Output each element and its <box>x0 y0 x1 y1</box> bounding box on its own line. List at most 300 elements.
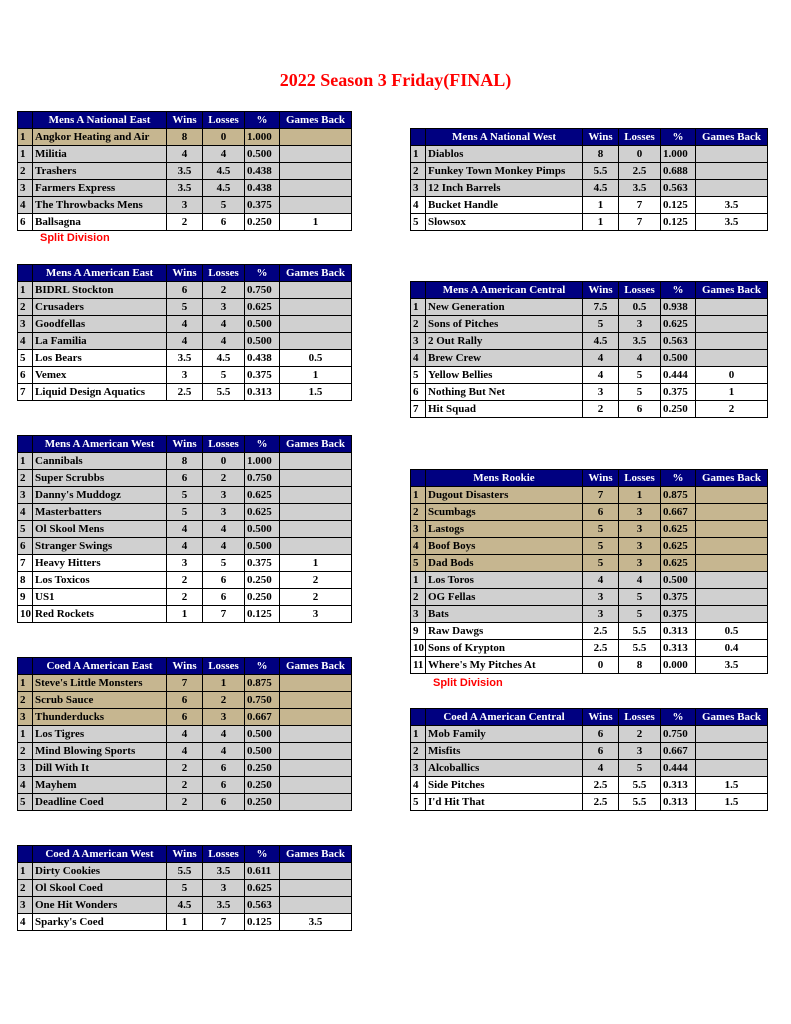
pct-cell: 0.444 <box>661 367 696 384</box>
rank-cell: 3 <box>18 709 33 726</box>
pct-cell: 0.444 <box>661 760 696 777</box>
rank-cell: 1 <box>411 299 426 316</box>
pct-header: % <box>661 282 696 299</box>
games-back-cell <box>696 589 768 606</box>
games-back-cell: 1.5 <box>696 794 768 811</box>
pct-cell: 0.125 <box>661 197 696 214</box>
losses-cell: 4.5 <box>203 350 245 367</box>
table-row <box>18 316 352 333</box>
games-back-cell <box>280 146 352 163</box>
team-name-cell: 2 Out Rally <box>426 333 583 350</box>
pct-cell: 0.750 <box>245 282 280 299</box>
rank-cell: 9 <box>18 589 33 606</box>
losses-cell: 6 <box>203 589 245 606</box>
table-row <box>18 555 352 572</box>
pct-header: % <box>245 265 280 282</box>
wins-cell: 3 <box>583 589 619 606</box>
losses-cell: 4 <box>619 572 661 589</box>
pct-cell: 0.250 <box>245 572 280 589</box>
games-back-cell <box>280 726 352 743</box>
table-row <box>18 914 352 931</box>
games-back-cell: 3.5 <box>696 214 768 231</box>
losses-header: Losses <box>619 282 661 299</box>
losses-cell: 1 <box>619 487 661 504</box>
wins-cell: 4 <box>583 760 619 777</box>
team-name-cell: Heavy Hitters <box>33 555 167 572</box>
rank-cell: 6 <box>18 214 33 231</box>
pct-cell: 0.313 <box>245 384 280 401</box>
team-name-cell: Deadline Coed <box>33 794 167 811</box>
pct-cell: 0.375 <box>661 606 696 623</box>
table-row <box>411 197 768 214</box>
rank-cell: 1 <box>411 487 426 504</box>
team-name-cell: Where's My Pitches At <box>426 657 583 674</box>
table-row <box>18 163 352 180</box>
wins-cell: 7.5 <box>583 299 619 316</box>
games-back-cell <box>280 794 352 811</box>
rank-cell: 3 <box>411 180 426 197</box>
table-row <box>18 589 352 606</box>
table-row <box>411 146 768 163</box>
team-name-cell: The Throwbacks Mens <box>33 197 167 214</box>
wins-cell: 6 <box>583 726 619 743</box>
games-back-cell <box>696 163 768 180</box>
mens-a-national-east-table <box>17 111 352 231</box>
coed-a-american-east-table <box>17 657 352 811</box>
rank-cell: 2 <box>18 880 33 897</box>
mens-rookie-table <box>410 469 768 674</box>
team-name-cell: Sons of Pitches <box>426 316 583 333</box>
pct-cell: 0.563 <box>661 180 696 197</box>
pct-cell: 0.500 <box>245 743 280 760</box>
wins-cell: 5.5 <box>167 863 203 880</box>
table-row <box>411 299 768 316</box>
games-back-cell: 1 <box>280 367 352 384</box>
losses-cell: 5 <box>619 589 661 606</box>
table-row <box>411 589 768 606</box>
team-name-cell: Angkor Heating and Air <box>33 129 167 146</box>
losses-cell: 5.5 <box>203 384 245 401</box>
losses-cell: 3 <box>619 504 661 521</box>
losses-cell: 2 <box>203 470 245 487</box>
games-back-cell: 0.5 <box>280 350 352 367</box>
pct-cell: 0.611 <box>245 863 280 880</box>
wins-cell: 2 <box>167 589 203 606</box>
wins-header: Wins <box>167 112 203 129</box>
table-row <box>411 640 768 657</box>
pct-cell: 0.625 <box>245 487 280 504</box>
split-division-note: Split Division <box>433 677 503 689</box>
games-back-cell <box>280 316 352 333</box>
rank-cell: 3 <box>18 897 33 914</box>
wins-cell: 4 <box>167 521 203 538</box>
wins-cell: 4.5 <box>583 333 619 350</box>
wins-header: Wins <box>167 436 203 453</box>
games-back-cell: 1 <box>696 384 768 401</box>
rank-cell: 1 <box>18 726 33 743</box>
header-blank <box>18 265 33 282</box>
games-back-cell <box>696 743 768 760</box>
wins-cell: 2 <box>167 794 203 811</box>
games-back-header: Games Back <box>696 282 768 299</box>
team-name-cell: Ol Skool Coed <box>33 880 167 897</box>
table-row <box>411 384 768 401</box>
table-row <box>18 487 352 504</box>
rank-cell: 2 <box>18 299 33 316</box>
pct-cell: 0.500 <box>245 538 280 555</box>
division-name: Mens A National East <box>33 112 167 129</box>
losses-cell: 5 <box>619 384 661 401</box>
pct-cell: 0.625 <box>245 504 280 521</box>
games-back-cell <box>696 538 768 555</box>
team-name-cell: Alcoballics <box>426 760 583 777</box>
rank-cell: 3 <box>18 760 33 777</box>
pct-cell: 0.500 <box>245 146 280 163</box>
wins-cell: 2 <box>167 214 203 231</box>
losses-cell: 3 <box>619 555 661 572</box>
wins-cell: 5 <box>167 299 203 316</box>
pct-cell: 0.250 <box>661 401 696 418</box>
header-blank <box>411 470 426 487</box>
rank-cell: 3 <box>411 333 426 350</box>
team-name-cell: Slowsox <box>426 214 583 231</box>
games-back-cell <box>280 743 352 760</box>
team-name-cell: 12 Inch Barrels <box>426 180 583 197</box>
games-back-cell <box>696 180 768 197</box>
team-name-cell: Steve's Little Monsters <box>33 675 167 692</box>
mens-a-american-west-table <box>17 435 352 623</box>
games-back-cell <box>280 675 352 692</box>
losses-header: Losses <box>203 658 245 675</box>
table-row <box>18 538 352 555</box>
losses-cell: 4 <box>203 726 245 743</box>
table-row <box>411 180 768 197</box>
table-row <box>18 180 352 197</box>
wins-cell: 5 <box>167 504 203 521</box>
pct-cell: 0.625 <box>245 880 280 897</box>
wins-cell: 1 <box>583 197 619 214</box>
rank-cell: 1 <box>411 726 426 743</box>
pct-cell: 1.000 <box>245 129 280 146</box>
losses-cell: 3 <box>619 521 661 538</box>
pct-cell: 0.375 <box>245 555 280 572</box>
team-name-cell: Masterbatters <box>33 504 167 521</box>
pct-cell: 0.250 <box>245 589 280 606</box>
wins-cell: 5 <box>583 316 619 333</box>
header-blank <box>18 846 33 863</box>
pct-cell: 0.500 <box>245 333 280 350</box>
losses-cell: 6 <box>203 794 245 811</box>
table-row <box>18 521 352 538</box>
losses-header: Losses <box>203 265 245 282</box>
pct-cell: 0.125 <box>661 214 696 231</box>
rank-cell: 5 <box>18 350 33 367</box>
losses-cell: 3.5 <box>203 897 245 914</box>
games-back-cell <box>280 863 352 880</box>
pct-header: % <box>245 658 280 675</box>
table-row <box>18 282 352 299</box>
header-row <box>411 129 768 146</box>
header-blank <box>411 282 426 299</box>
table-row <box>411 657 768 674</box>
team-name-cell: Red Rockets <box>33 606 167 623</box>
table-row <box>18 572 352 589</box>
team-name-cell: One Hit Wonders <box>33 897 167 914</box>
losses-cell: 5.5 <box>619 640 661 657</box>
wins-cell: 4 <box>167 538 203 555</box>
rank-cell: 5 <box>18 794 33 811</box>
header-row <box>18 846 352 863</box>
table-row <box>18 743 352 760</box>
games-back-cell <box>280 777 352 794</box>
wins-cell: 3 <box>167 197 203 214</box>
games-back-cell <box>280 282 352 299</box>
team-name-cell: Ol Skool Mens <box>33 521 167 538</box>
pct-cell: 0.438 <box>245 350 280 367</box>
team-name-cell: Mob Family <box>426 726 583 743</box>
rank-cell: 4 <box>411 538 426 555</box>
team-name-cell: Sparky's Coed <box>33 914 167 931</box>
pct-cell: 0.125 <box>245 914 280 931</box>
table-row <box>18 129 352 146</box>
team-name-cell: OG Fellas <box>426 589 583 606</box>
losses-cell: 6 <box>203 214 245 231</box>
header-blank <box>18 112 33 129</box>
rank-cell: 6 <box>18 367 33 384</box>
table-row <box>411 521 768 538</box>
table-row <box>411 333 768 350</box>
losses-cell: 7 <box>619 214 661 231</box>
table-row <box>411 760 768 777</box>
rank-cell: 3 <box>18 316 33 333</box>
mens-a-american-east-table <box>17 264 352 401</box>
games-back-cell <box>280 880 352 897</box>
losses-cell: 3.5 <box>203 863 245 880</box>
coed-a-american-west-table <box>17 845 352 931</box>
rank-cell: 6 <box>411 384 426 401</box>
division-name: Mens A American East <box>33 265 167 282</box>
team-name-cell: Hit Squad <box>426 401 583 418</box>
wins-cell: 3 <box>583 384 619 401</box>
losses-cell: 4 <box>203 538 245 555</box>
table-row <box>18 675 352 692</box>
rank-cell: 2 <box>18 743 33 760</box>
wins-cell: 4 <box>167 726 203 743</box>
losses-cell: 1 <box>203 675 245 692</box>
pct-cell: 0.500 <box>245 521 280 538</box>
games-back-cell <box>280 504 352 521</box>
team-name-cell: Trashers <box>33 163 167 180</box>
games-back-cell <box>280 760 352 777</box>
losses-cell: 2 <box>203 282 245 299</box>
table-row <box>411 350 768 367</box>
rank-cell: 3 <box>411 606 426 623</box>
team-name-cell: Brew Crew <box>426 350 583 367</box>
pct-cell: 0.375 <box>661 384 696 401</box>
table-row <box>18 897 352 914</box>
team-name-cell: Militia <box>33 146 167 163</box>
rank-cell: 7 <box>18 555 33 572</box>
pct-cell: 0.625 <box>661 316 696 333</box>
losses-cell: 3 <box>619 316 661 333</box>
header-blank <box>411 129 426 146</box>
pct-cell: 0.563 <box>245 897 280 914</box>
rank-cell: 4 <box>18 333 33 350</box>
team-name-cell: Thunderducks <box>33 709 167 726</box>
wins-cell: 8 <box>167 129 203 146</box>
team-name-cell: Scrub Sauce <box>33 692 167 709</box>
team-name-cell: I'd Hit That <box>426 794 583 811</box>
division-name: Coed A American Central <box>426 709 583 726</box>
games-back-cell: 3.5 <box>696 197 768 214</box>
team-name-cell: Liquid Design Aquatics <box>33 384 167 401</box>
losses-header: Losses <box>619 470 661 487</box>
games-back-cell: 1 <box>280 214 352 231</box>
table-row <box>411 487 768 504</box>
rank-cell: 10 <box>18 606 33 623</box>
losses-cell: 6 <box>203 777 245 794</box>
wins-cell: 3.5 <box>167 350 203 367</box>
games-back-cell <box>280 453 352 470</box>
table-row <box>411 572 768 589</box>
rank-cell: 5 <box>18 521 33 538</box>
wins-cell: 1 <box>167 606 203 623</box>
rank-cell: 2 <box>411 163 426 180</box>
rank-cell: 9 <box>411 623 426 640</box>
games-back-cell <box>280 521 352 538</box>
games-back-cell <box>280 487 352 504</box>
pct-header: % <box>245 436 280 453</box>
wins-cell: 5 <box>167 487 203 504</box>
wins-cell: 6 <box>167 470 203 487</box>
team-name-cell: Mind Blowing Sports <box>33 743 167 760</box>
wins-cell: 5.5 <box>583 163 619 180</box>
games-back-cell <box>696 606 768 623</box>
losses-header: Losses <box>203 112 245 129</box>
games-back-cell <box>696 316 768 333</box>
losses-cell: 6 <box>619 401 661 418</box>
wins-cell: 1 <box>167 914 203 931</box>
pct-cell: 0.667 <box>245 709 280 726</box>
games-back-cell: 3 <box>280 606 352 623</box>
team-name-cell: New Generation <box>426 299 583 316</box>
rank-cell: 1 <box>18 129 33 146</box>
rank-cell: 3 <box>18 487 33 504</box>
games-back-header: Games Back <box>280 658 352 675</box>
games-back-cell <box>696 350 768 367</box>
losses-header: Losses <box>619 129 661 146</box>
header-blank <box>411 709 426 726</box>
team-name-cell: Dirty Cookies <box>33 863 167 880</box>
losses-cell: 3.5 <box>619 180 661 197</box>
team-name-cell: Bucket Handle <box>426 197 583 214</box>
wins-cell: 3 <box>167 555 203 572</box>
games-back-cell <box>696 487 768 504</box>
wins-cell: 4 <box>583 572 619 589</box>
rank-cell: 2 <box>411 589 426 606</box>
wins-cell: 4 <box>167 146 203 163</box>
team-name-cell: Nothing But Net <box>426 384 583 401</box>
pct-cell: 0.000 <box>661 657 696 674</box>
rank-cell: 2 <box>411 504 426 521</box>
games-back-cell <box>696 555 768 572</box>
table-row <box>411 743 768 760</box>
header-row <box>18 436 352 453</box>
games-back-cell <box>696 726 768 743</box>
table-row <box>411 794 768 811</box>
division-name: Coed A American West <box>33 846 167 863</box>
losses-cell: 5.5 <box>619 794 661 811</box>
team-name-cell: Dad Bods <box>426 555 583 572</box>
pct-cell: 0.375 <box>245 197 280 214</box>
wins-cell: 2.5 <box>583 640 619 657</box>
table-row <box>18 692 352 709</box>
losses-cell: 4 <box>203 743 245 760</box>
losses-cell: 2 <box>619 726 661 743</box>
pct-cell: 0.375 <box>661 589 696 606</box>
division-name: Mens A American West <box>33 436 167 453</box>
pct-cell: 0.438 <box>245 180 280 197</box>
pct-cell: 0.250 <box>245 777 280 794</box>
table-row <box>411 214 768 231</box>
team-name-cell: Los Tigres <box>33 726 167 743</box>
header-blank <box>18 436 33 453</box>
team-name-cell: Dugout Disasters <box>426 487 583 504</box>
table-row <box>411 555 768 572</box>
losses-cell: 3 <box>203 487 245 504</box>
rank-cell: 1 <box>411 572 426 589</box>
mens-a-national-west-table <box>410 128 768 231</box>
pct-cell: 0.667 <box>661 743 696 760</box>
table-row <box>18 350 352 367</box>
rank-cell: 5 <box>411 555 426 572</box>
pct-cell: 0.125 <box>245 606 280 623</box>
losses-cell: 3 <box>203 709 245 726</box>
wins-cell: 2.5 <box>583 794 619 811</box>
header-row <box>411 282 768 299</box>
pct-cell: 0.250 <box>245 214 280 231</box>
header-row <box>18 658 352 675</box>
wins-cell: 6 <box>167 692 203 709</box>
games-back-cell <box>696 521 768 538</box>
table-row <box>18 299 352 316</box>
losses-cell: 4 <box>203 146 245 163</box>
losses-cell: 7 <box>203 606 245 623</box>
pct-cell: 0.563 <box>661 333 696 350</box>
team-name-cell: Scumbags <box>426 504 583 521</box>
games-back-cell <box>696 572 768 589</box>
wins-cell: 8 <box>167 453 203 470</box>
table-row <box>18 214 352 231</box>
header-row <box>18 112 352 129</box>
wins-cell: 1 <box>583 214 619 231</box>
losses-header: Losses <box>203 436 245 453</box>
pct-cell: 0.625 <box>661 538 696 555</box>
header-row <box>411 709 768 726</box>
losses-cell: 2 <box>203 692 245 709</box>
pct-cell: 0.688 <box>661 163 696 180</box>
pct-cell: 0.500 <box>661 350 696 367</box>
games-back-cell <box>280 709 352 726</box>
pct-cell: 1.000 <box>245 453 280 470</box>
team-name-cell: Lastogs <box>426 521 583 538</box>
wins-cell: 4 <box>167 333 203 350</box>
games-back-cell <box>696 760 768 777</box>
division-name: Coed A American East <box>33 658 167 675</box>
table-row <box>18 777 352 794</box>
team-name-cell: Los Toxicos <box>33 572 167 589</box>
losses-cell: 5.5 <box>619 777 661 794</box>
